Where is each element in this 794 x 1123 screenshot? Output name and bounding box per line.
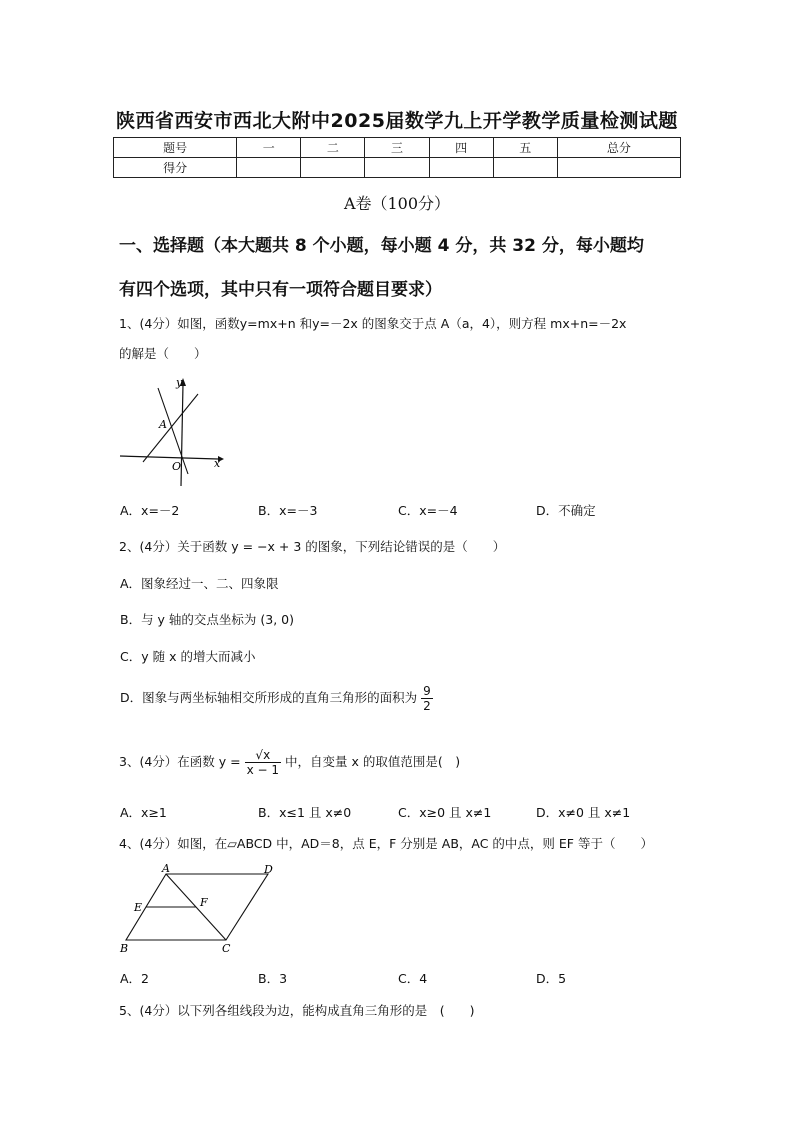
q3-option-a[interactable]: A．x≥1 [120, 805, 167, 820]
q4-option-d[interactable]: D．5 [536, 971, 567, 986]
q4-option-b[interactable]: B．3 [258, 971, 288, 986]
section-a-heading: A卷（100分） [343, 194, 451, 213]
origin-label: O [172, 460, 182, 473]
score-table-header-row [114, 138, 681, 158]
score-cell [301, 158, 365, 178]
point-f-label: F [200, 896, 208, 909]
score-header-cell: 三 [365, 138, 429, 158]
x-axis-label: x [214, 457, 221, 470]
q1-option-b[interactable]: B．x=－3 [258, 503, 318, 518]
q2-option-d-text: D．图象与两坐标轴相交所形成的直角三角形的面积为 [120, 690, 418, 705]
q1-option-a[interactable]: A．x=－2 [120, 503, 180, 518]
point-a-label: A [159, 418, 167, 431]
score-header-cell: 题号 [114, 138, 237, 158]
q2-option-a[interactable]: A．图象经过一、二、四象限 [120, 576, 279, 591]
score-row-label: 得分 [114, 158, 237, 178]
score-header-cell: 二 [301, 138, 365, 158]
q3-option-d[interactable]: D．x≠0 且 x≠1 [536, 805, 631, 820]
q3-stem-prefix: 3、(4分）在函数 y = [119, 754, 241, 769]
vertex-b-label: B [120, 942, 129, 955]
score-cell [493, 158, 557, 178]
q3-fraction-numerator: √x [245, 748, 281, 763]
score-cell [429, 158, 493, 178]
q2-option-b[interactable]: B．与 y 轴的交点坐标为 (3, 0) [120, 612, 294, 627]
line-mx-plus-n [143, 394, 198, 462]
q3-fraction [245, 748, 281, 777]
q1-graph-figure [118, 374, 226, 490]
vertex-d-label: D [264, 863, 273, 876]
q4-option-c[interactable]: C．4 [398, 971, 428, 986]
page-title: 陕西省西安市西北大附中2025届数学九上开学教学质量检测试题 [116, 110, 678, 132]
vertex-a-label: A [162, 862, 170, 875]
q4-option-a[interactable]: A．2 [120, 971, 150, 986]
score-table-score-row [114, 158, 681, 178]
q2-fraction-denominator: 2 [423, 699, 431, 713]
q3-stem-suffix: 中，自变量 x 的取值范围是( ) [285, 754, 461, 769]
score-header-cell: 一 [237, 138, 301, 158]
q3-option-c[interactable]: C．x≥0 且 x≠1 [398, 805, 492, 820]
vertex-c-label: C [222, 942, 231, 955]
q3-option-b[interactable]: B．x≤1 且 x≠0 [258, 805, 352, 820]
score-header-cell: 总分 [557, 138, 680, 158]
q1-stem-line2: 的解是（ ） [119, 346, 207, 361]
score-cell [237, 158, 301, 178]
q1-stem-line1: 1、(4分）如图，函数y=mx+n 和y=－2x 的图象交于点 A（a，4），则方程 mx+n=－2x [119, 316, 627, 331]
q2-option-c[interactable]: C．y 随 x 的增大而减小 [120, 649, 256, 664]
part1-title-line2: 有四个选项，其中只有一项符合题目要求） [119, 280, 442, 300]
q2-fraction-numerator: 9 [423, 684, 431, 698]
x-axis [120, 456, 218, 459]
score-cell [365, 158, 429, 178]
q1-option-d[interactable]: D．不确定 [536, 503, 596, 518]
q2-stem: 2、(4分）关于函数 y = −x + 3 的图象，下列结论错误的是（ ） [119, 539, 506, 554]
q2-fraction [421, 684, 433, 713]
score-header-cell: 四 [429, 138, 493, 158]
q4-stem: 4、(4分）如图，在▱ABCD 中，AD＝8，点 E，F 分别是 AB，AC 的中点，则 EF 等于（ ） [119, 836, 653, 851]
part1-title-line1: 一、选择题（本大题共 8 个小题，每小题 4 分，共 32 分，每小题均 [119, 236, 644, 256]
q4-parallelogram-figure [118, 862, 286, 956]
q5-stem: 5、(4分）以下列各组线段为边，能构成直角三角形的是 ( ) [119, 1003, 475, 1018]
q3-fraction-denominator: x − 1 [246, 763, 280, 777]
y-axis-label: y [176, 376, 183, 389]
score-cell [557, 158, 680, 178]
score-header-cell: 五 [493, 138, 557, 158]
q1-option-c[interactable]: C．x=－4 [398, 503, 458, 518]
q2-option-d[interactable] [120, 684, 433, 713]
y-axis [181, 384, 183, 486]
point-e-label: E [134, 901, 143, 914]
score-table [113, 137, 681, 178]
q3-stem [119, 748, 460, 777]
